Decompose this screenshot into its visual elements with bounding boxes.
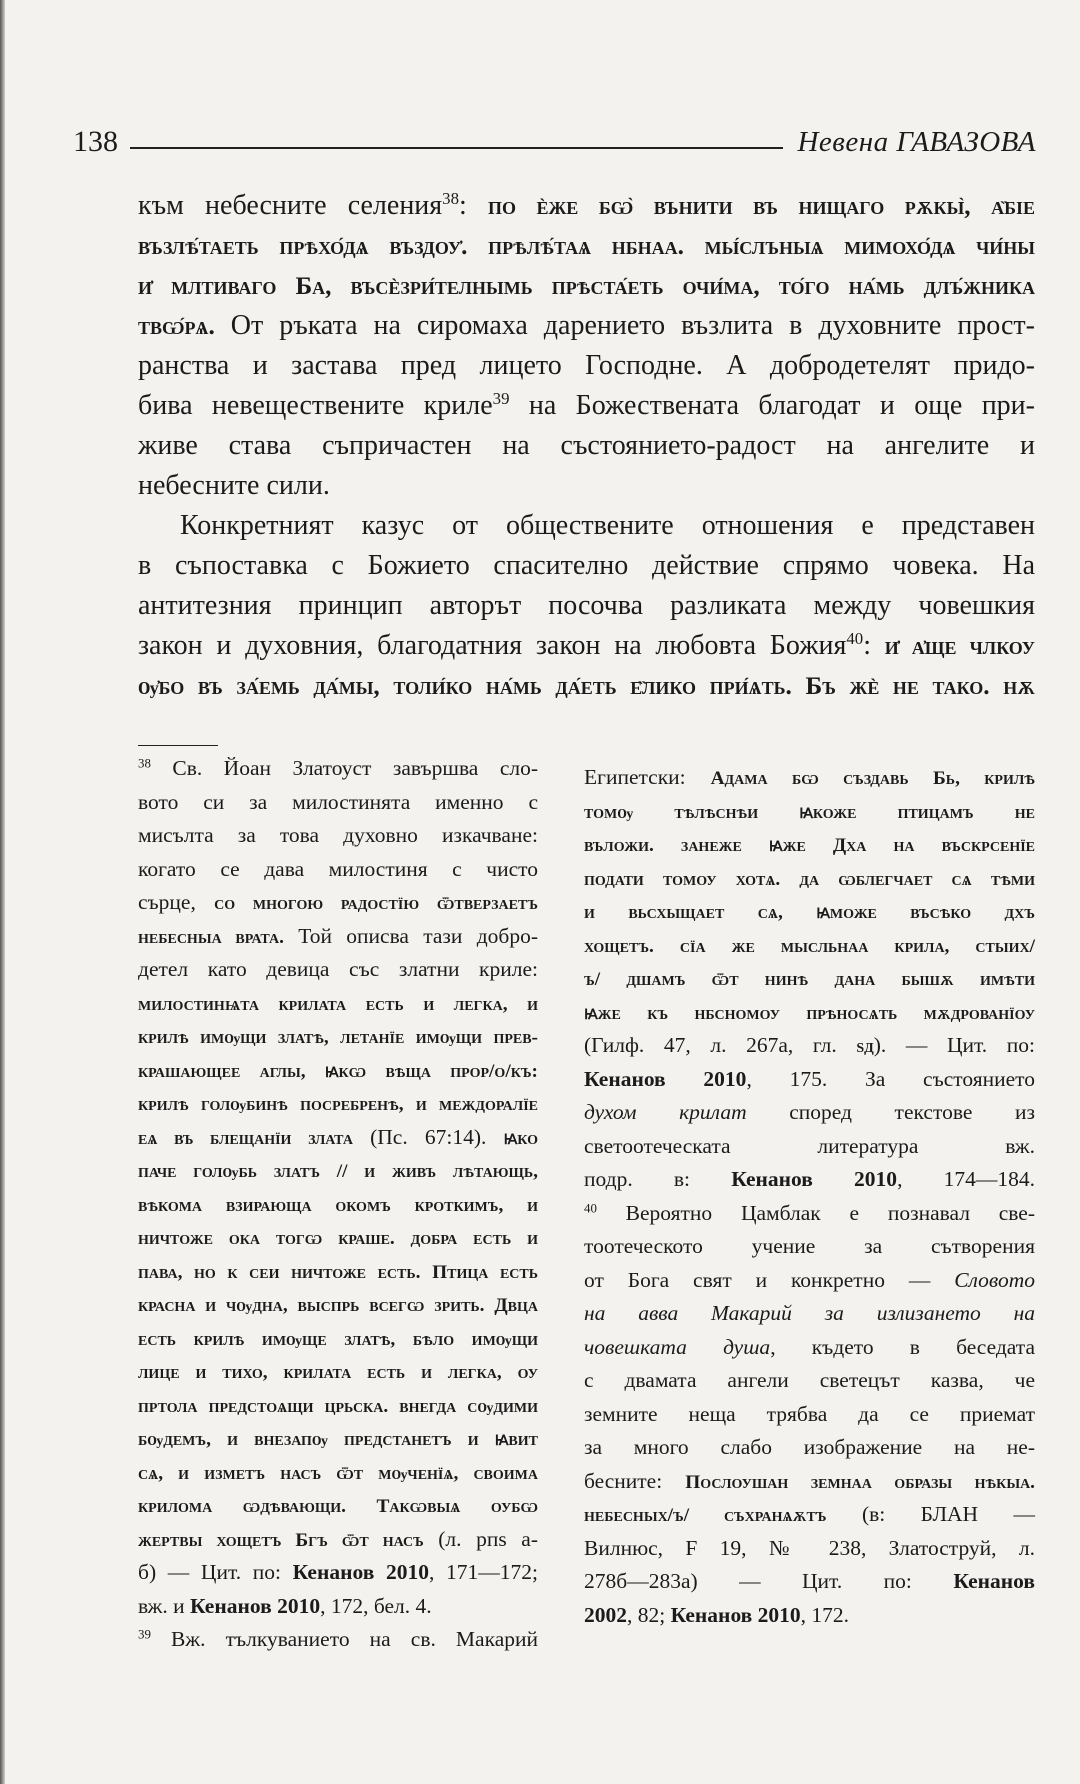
running-header [73, 118, 1036, 158]
text-run: подр. в: [584, 1167, 732, 1191]
text-run: вото си за милостинята именно с [138, 789, 538, 814]
text-run: към небесните селения [138, 190, 443, 221]
text-line [138, 546, 1035, 586]
text-run: Св. Йоан Златоуст завършва сло- [150, 756, 538, 780]
church-slavonic-quote: крилѣ голѹбинѣ посребренѣ, и междоралїе [138, 1094, 538, 1115]
text-run: , 82; [627, 1602, 671, 1627]
text-line [584, 929, 1035, 963]
text-line [584, 1532, 1035, 1566]
text-run: Египетски: [584, 765, 711, 789]
citation-bold: Кенанов 2010 [584, 1066, 747, 1091]
footnotes-right-column [584, 761, 1035, 1632]
church-slavonic-quote: възлѣ́таеть прѣхо́дѧ въздоу҆. прѣлѣ́таѧ нбнаа. мы́слъныѧ мимохо́дѧ чи́ны [138, 233, 1035, 260]
italic-title: на авва Макарий за излизането на [584, 1301, 1035, 1325]
church-slavonic-quote: со многою радостїю ѿтверзаетъ [214, 893, 538, 914]
footnote-reference: 38 [138, 756, 151, 771]
church-slavonic-quote: есть крилѣ имѹще златѣ, бѣло имѹщи [138, 1328, 538, 1350]
text-line [138, 466, 1035, 506]
text-run: , 175. За състоянието [746, 1066, 1035, 1091]
church-slavonic-quote: хощетъ. сїа же мысльнаа крила, стыих/ [584, 935, 1035, 957]
text-line [584, 1264, 1035, 1298]
footnote-reference: 40 [584, 1200, 597, 1215]
text-line [584, 1599, 1035, 1633]
citation-bold: Кенанов 2010 [731, 1167, 898, 1191]
church-slavonic-quote: пртола предстоѧщи црьска. внегда сѹдими [138, 1395, 538, 1417]
church-slavonic-quote: томѹ тѣлѣснѣи ꙗкоже птицамъ не [584, 801, 1035, 823]
text-run: , където в беседата [770, 1334, 1035, 1359]
text-line [138, 886, 538, 920]
text-line [584, 895, 1035, 929]
church-slavonic-quote: и҆ а҆ще члкоу [884, 633, 1036, 660]
text-run: бесните: [584, 1468, 686, 1493]
text-line [584, 996, 1035, 1030]
text-line [584, 1398, 1035, 1432]
page-number: 138 [73, 125, 118, 158]
text-run: , 174—184. [897, 1167, 1035, 1191]
text-line [138, 1590, 538, 1624]
text-run: когато се дава милостиня с чисто [138, 856, 538, 881]
church-slavonic-quote: вѣкома взирающа окомъ кроткимъ, и [138, 1194, 538, 1216]
church-slavonic-quote: твѡ́рѧ. [138, 313, 215, 340]
text-line [584, 1197, 1035, 1231]
text-run: детел като девица със златни криле: [138, 957, 538, 981]
text-line [138, 1523, 538, 1557]
footnotes-left-column [138, 752, 538, 1657]
text-run: небесните сили. [138, 470, 330, 501]
text-line [138, 1489, 538, 1523]
text-run: Вилнюс, F 19, № 238, Златоструй, л. [584, 1535, 1035, 1560]
text-line [138, 226, 1035, 266]
footnote-reference: 39 [492, 388, 510, 408]
church-slavonic-quote: красна и чѹдна, выспрь всегѡ зрить. Двца [138, 1295, 538, 1316]
footnote-reference: 40 [846, 628, 864, 648]
citation-bold: Кенанов 2010 [670, 1602, 801, 1627]
church-slavonic-quote: милостинѩта крилата есть и легка, и [138, 993, 538, 1015]
citation-bold: Кенанов 2010 [292, 1560, 429, 1584]
text-run: (Гилф. 47, л. 267а, гл. [584, 1033, 857, 1057]
text-line [138, 752, 538, 786]
church-slavonic-quote: крилома ѡдѣвающи. Такѡвыѧ оубѡ [138, 1496, 538, 1517]
church-slavonic-quote: небесных/ъ/ съхранѧѫтъ [584, 1505, 827, 1526]
church-slavonic-quote: ъ/ дшамъ ѿт нинѣ дана бышѫ имѣти [584, 969, 1035, 990]
text-run: Той описва тази добро- [283, 923, 538, 948]
text-line [138, 1456, 538, 1490]
text-line [584, 962, 1035, 996]
text-line [584, 795, 1035, 829]
text-line [138, 1255, 538, 1289]
text-run: 278б—283а) — Цит. по: [584, 1569, 954, 1593]
church-slavonic-quote: сѧ, и изметъ насъ ѿт мѹченїѧ, своима [138, 1462, 538, 1484]
text-line [584, 1431, 1035, 1465]
text-run: От ръката на сиромаха дарението възлита в духовните прост- [214, 310, 1035, 341]
footnote-separator [138, 745, 218, 746]
church-slavonic-quote: ꙗже къ нбсномоу прѣносѧть мѫдрованїоу [584, 1002, 1035, 1024]
text-line [138, 1288, 538, 1322]
text-run: , 171—172; [428, 1560, 538, 1584]
text-line [584, 1565, 1035, 1599]
text-run: (в: БЛАН — [826, 1502, 1035, 1526]
church-slavonic-quote: пава, но к сеи ничтоже есть. Птица есть [138, 1261, 538, 1283]
citation-bold: 2002 [584, 1602, 627, 1627]
text-run: , 172. [800, 1602, 850, 1627]
text-run: живе става съпричастен на състоянието-радост на ангелите и [138, 430, 1035, 461]
text-line [138, 1623, 538, 1657]
citation-bold: Кенанов [953, 1569, 1035, 1593]
church-slavonic-quote: ꙗко [503, 1127, 538, 1149]
church-slavonic-quote: лице и тихо, крилата есть и легка, оу [138, 1362, 538, 1383]
text-line [584, 761, 1035, 795]
text-run: тоотеческото учение за сътворения [584, 1234, 1035, 1258]
text-run: (л. рпѕ а- [423, 1526, 538, 1551]
text-run: (Пс. 67:14). [352, 1124, 504, 1149]
text-line [584, 1063, 1035, 1097]
text-line [138, 1322, 538, 1356]
text-line [138, 586, 1035, 626]
church-slavonic-quote: по ѐже бѡ̀ вънити въ нищаго рѫкы̀, а̏біе [487, 193, 1035, 220]
text-run: сърце, [138, 890, 215, 914]
footnote-reference: 39 [138, 1627, 151, 1642]
text-line [584, 862, 1035, 896]
text-run: : [863, 630, 885, 661]
text-run: мисълта за това духовно изкачване: [138, 823, 538, 847]
text-run: ). — Цит. по: [873, 1033, 1035, 1057]
church-slavonic-quote: ѹ҆бо въ за́емь да́мы, толи́ко на́мь да́еть е̏лико при́ѧть. Бъ жѐ не тако. нѫ [138, 673, 1035, 700]
italic-title: Словото [954, 1267, 1035, 1292]
text-line [138, 1221, 538, 1255]
church-slavonic-quote: Послоушан земнаа образы нѣкыа. [685, 1471, 1036, 1493]
text-line [138, 1020, 538, 1054]
church-slavonic-quote: крилѣ имѹщи златѣ, летанїе имѹщи прев- [138, 1027, 538, 1048]
text-line [138, 1389, 538, 1423]
text-line [138, 386, 1035, 426]
text-run: според текстове из [746, 1100, 1035, 1124]
text-run: , 172, бел. 4. [320, 1593, 432, 1618]
text-line [584, 1029, 1035, 1063]
text-line [138, 920, 538, 954]
text-line [138, 786, 538, 820]
text-line [584, 1230, 1035, 1264]
text-line [138, 953, 538, 987]
church-slavonic-quote: ѕд [856, 1036, 874, 1057]
text-line [584, 1163, 1035, 1197]
church-slavonic-quote: Адама бѡ създавь Бь, крилѣ [710, 768, 1035, 789]
footnote-reference: 38 [442, 188, 459, 208]
church-slavonic-quote: крашающее аглы, ꙗкѡ вѣща прор/о/къ: [138, 1060, 538, 1082]
text-run: на Божествената благодат и още при- [509, 390, 1035, 421]
text-run: антитезния принцип авторът посочва разликата между човешкия [138, 590, 1035, 621]
church-slavonic-quote: еѧ въ блещанїи злата [138, 1127, 353, 1149]
text-run: за много слабо изображение на не- [584, 1435, 1035, 1459]
text-line [138, 1188, 538, 1222]
text-line [138, 1154, 538, 1188]
text-run: б) — Цит. по: [138, 1560, 293, 1584]
church-slavonic-quote: паче голѹбь златъ // и живъ лѣтающь, [138, 1161, 538, 1182]
text-run: вж. и [138, 1593, 191, 1618]
text-line [138, 1355, 538, 1389]
text-line [584, 1465, 1035, 1499]
text-line [138, 987, 538, 1021]
text-line [138, 506, 1035, 546]
italic-title: човешката душа [584, 1334, 771, 1359]
text-run: Вж. тълкуванието на св. Макарий [150, 1627, 538, 1651]
text-line [584, 828, 1035, 862]
text-line [138, 1087, 538, 1121]
italic-title: духом крилат [584, 1100, 747, 1124]
text-run: : [458, 190, 488, 221]
body-text [138, 186, 1035, 706]
header-rule [130, 147, 783, 149]
text-line [584, 1331, 1035, 1365]
running-author: Невена ГАВАЗОВА [797, 126, 1036, 158]
text-line [584, 1364, 1035, 1398]
text-line [138, 306, 1035, 346]
citation-bold: Кенанов 2010 [190, 1593, 321, 1618]
text-line [584, 1130, 1035, 1164]
text-line [138, 1054, 538, 1088]
text-run: в съпоставка с Божието спасително действие спрямо човека. На [138, 550, 1035, 581]
text-run: светоотеческата литература вж. [584, 1133, 1035, 1158]
text-line [138, 266, 1035, 306]
text-line [138, 666, 1035, 706]
text-line [138, 1556, 538, 1590]
scan-page-edge [0, 0, 5, 1784]
text-line [138, 626, 1035, 666]
church-slavonic-quote: подати томоу хотѧ. да ѡблегчает сѧ тѣми [584, 868, 1035, 890]
text-line [138, 1422, 538, 1456]
text-line [138, 186, 1035, 226]
church-slavonic-quote: жертвы хощетъ Бгъ ѿт насъ [138, 1529, 424, 1551]
text-run: от Бога свят и конкретно — [584, 1267, 955, 1292]
text-run: Конкретният казус от обществените отношения е представен [180, 510, 1035, 541]
text-run: земните неща трябва да се приемат [584, 1401, 1035, 1426]
text-line [138, 346, 1035, 386]
text-line [584, 1096, 1035, 1130]
text-run: бива невеществените криле [138, 390, 493, 421]
text-line [138, 1121, 538, 1155]
text-line [584, 1297, 1035, 1331]
text-line [138, 853, 538, 887]
text-line [138, 426, 1035, 466]
church-slavonic-quote: ничтоже ока тогѡ краше. добра есть и [138, 1228, 538, 1249]
text-line [138, 819, 538, 853]
church-slavonic-quote: небесныа врата. [138, 926, 284, 948]
text-run: закон и духовния, благодатния закон на любовта Божия [138, 630, 847, 661]
church-slavonic-quote: и҆ млтиваго Ба, въсѐзри́телнымь прѣста́еть очи́ма, то́го на́мь длъ́жника [138, 273, 1035, 300]
text-run: Вероятно Цамблак е познавал све- [596, 1200, 1035, 1225]
church-slavonic-quote: и вьсхыщает сѧ, ꙗможе въсѣко дхъ [584, 902, 1035, 923]
text-run: ранства и застава пред лицето Господне. А добродетелят придо- [138, 350, 1035, 381]
church-slavonic-quote: бѹдемъ, и внезапѹ предстанетъ и ꙗвит [138, 1429, 538, 1450]
church-slavonic-quote: въложи. занеже ꙗже Дха на въскрсенїе [584, 835, 1035, 856]
text-run: с двамата ангели светецът казва, че [584, 1368, 1035, 1392]
text-line [584, 1498, 1035, 1532]
